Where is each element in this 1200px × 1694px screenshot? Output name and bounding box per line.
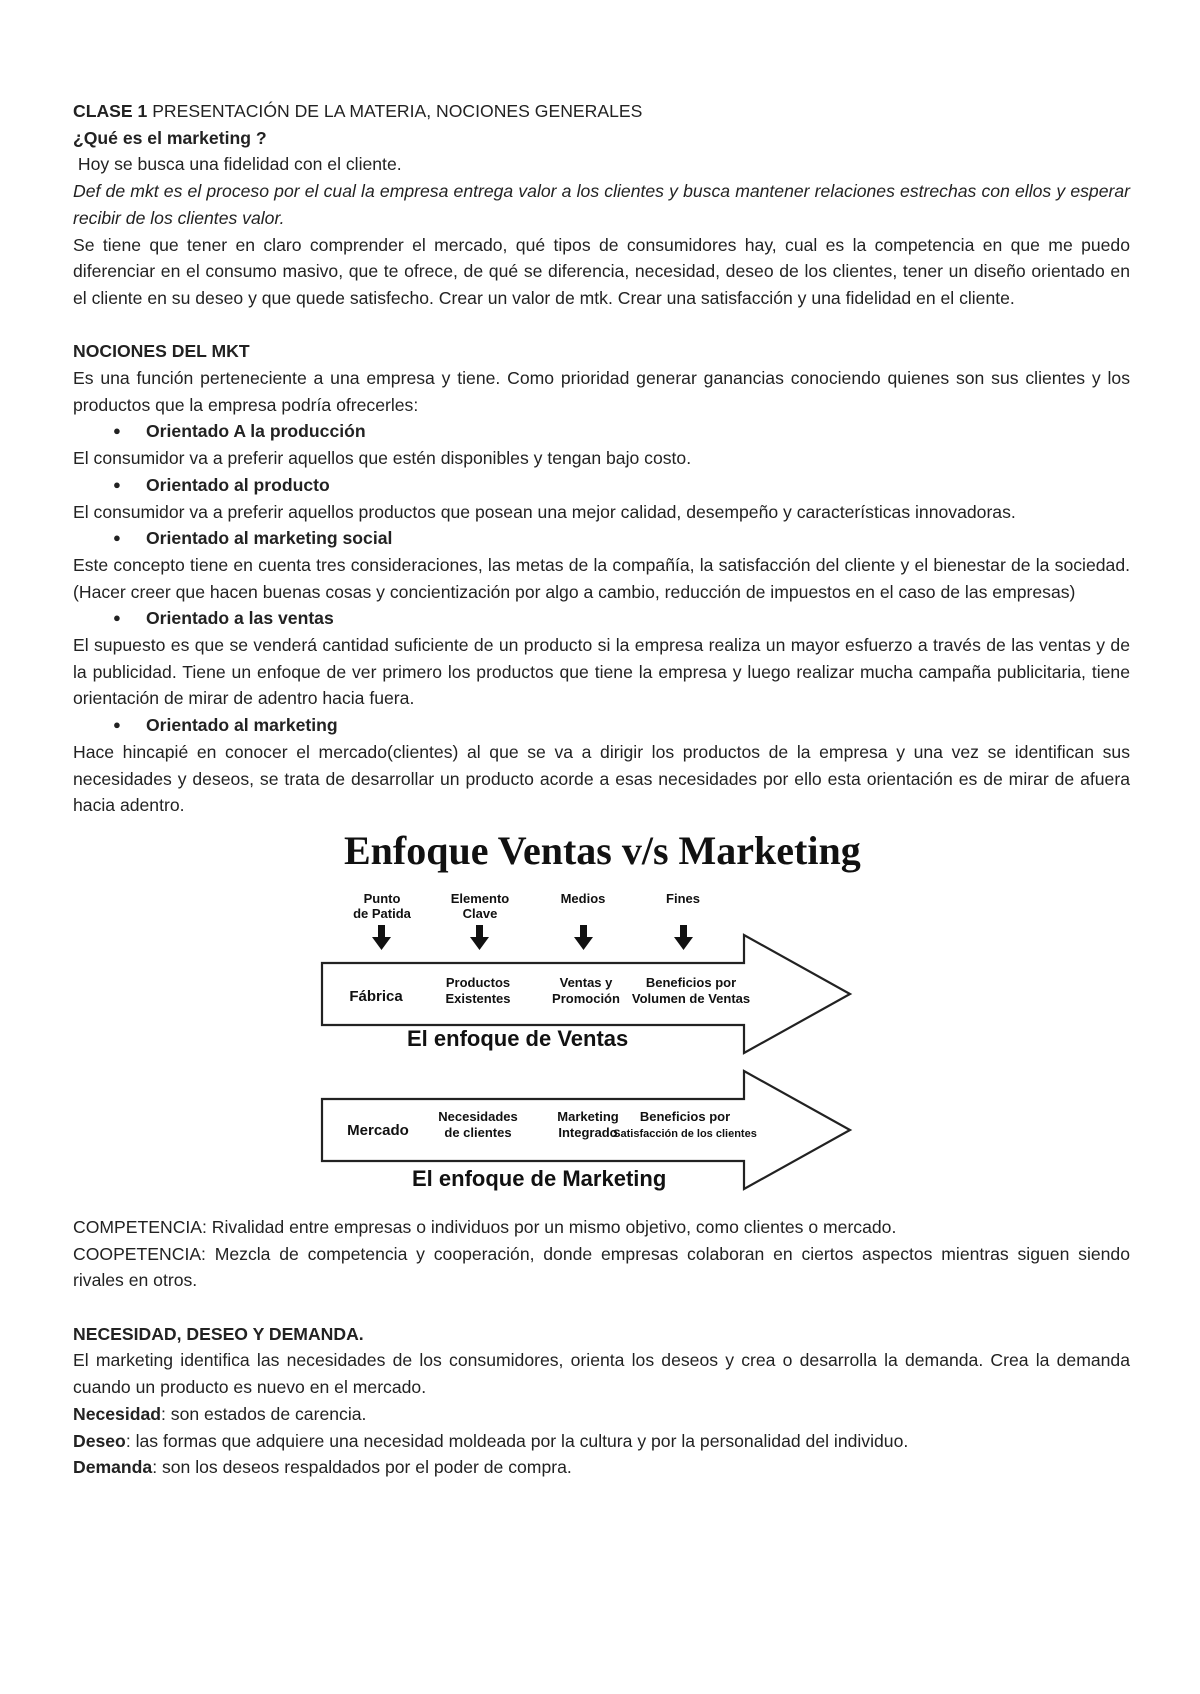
marketing-cell: Marketing xyxy=(557,1108,619,1124)
orientation-text: Hace hincapié en conocer el mercado(clientes) al que se va a dirigir los productos de la empresa y una vez se identifican sus necesidades y deseos, se trata de desarrollar un producto acorde a esas necesidades por ello esta orientación es de mirar de afuera hacia adentro. xyxy=(73,741,1130,816)
question-heading: ¿Qué es el marketing ? xyxy=(73,127,267,148)
intro-paragraph: Hoy se busca una fidelidad con el cliente. xyxy=(73,154,402,175)
marketing-cell: Satisfacción de los clientes xyxy=(613,1127,757,1140)
orientation-list xyxy=(73,525,1130,552)
class-number: CLASE 1 xyxy=(73,101,148,121)
definition-text: : son estados de carencia. xyxy=(161,1403,367,1424)
definition-paragraph: Def de mkt es el proceso por el cual la empresa entrega valor a los clientes y busca mantener relaciones estrechas con ellos y esperar recibir de los clientes valor. xyxy=(73,181,1130,228)
header-label: Clave xyxy=(462,905,498,921)
definition-item xyxy=(73,1428,1130,1455)
orientation-text: Este concepto tiene en cuenta tres consideraciones, las metas de la compañía, la satisfacción del cliente y el bienestar de la sociedad.(Hacer creer que hacen buenas cosas y concientización por algo a cambio, reducción de impuestos en el caso de las empresas) xyxy=(73,554,1130,602)
marketing-cell: Beneficios por xyxy=(639,1108,731,1124)
ventas-cell: Ventas y xyxy=(559,974,613,990)
orientation-title xyxy=(73,472,1130,499)
marketing-cell: Mercado xyxy=(347,1121,409,1139)
ventas-cell: Existentes xyxy=(445,990,511,1006)
orientation-list xyxy=(73,472,1130,499)
marketing-cell: Necesidades xyxy=(438,1108,518,1124)
ventas-cell: Beneficios por xyxy=(645,974,737,990)
ventas-cell: Fábrica xyxy=(349,987,403,1005)
figure-title: Enfoque Ventas v/s Marketing xyxy=(344,827,861,873)
orientation-title-text: Orientado al producto xyxy=(146,474,330,495)
orientation-list xyxy=(73,712,1130,739)
orientation-text: El consumidor va a preferir aquellos productos que posean una mejor calidad, desempeño y características innovadoras. xyxy=(73,501,1016,522)
enfoque-figure xyxy=(73,819,1130,1214)
market-paragraph: Se tiene que tener en claro comprender el mercado, qué tipos de consumidores hay, cual es la competencia en que me puedo diferenciar en el consumo masivo, que te ofrece, de qué se diferencia, necesidad, deseo de los clientes, tener un diseño orientado en el cliente en su deseo y que quede satisfecho. Crear un valor de mtk. Crear una satisfacción y una fidelidad en el cliente. xyxy=(73,234,1130,308)
definition-term: Necesidad xyxy=(73,1403,162,1424)
class-subject: PRESENTACIÓN DE LA MATERIA, NOCIONES GENERALES xyxy=(147,101,643,121)
enfoque-diagram xyxy=(73,819,1130,1214)
down-arrow-icon xyxy=(470,925,489,950)
definition-item xyxy=(73,1401,1130,1428)
orientation-title xyxy=(73,525,1130,552)
document-page xyxy=(73,98,1130,1481)
nociones-heading: NOCIONES DEL MKT xyxy=(73,341,250,362)
header-label: Elemento xyxy=(450,890,510,906)
ventas-cell: Promoción xyxy=(552,990,620,1006)
orientation-list xyxy=(73,605,1130,632)
orientation-title xyxy=(73,712,1130,739)
ventas-caption: El enfoque de Ventas xyxy=(407,1025,629,1051)
orientation-title-text: Orientado al marketing xyxy=(146,715,338,736)
class-title xyxy=(73,98,1130,125)
coopetencia-paragraph: COOPETENCIA: Mezcla de competencia y cooperación, donde empresas colaboran en ciertos aspectos mientras siguen siendo rivales en otros. xyxy=(73,1243,1130,1291)
header-label: Medios xyxy=(560,890,606,906)
orientation-title-text: Orientado a las ventas xyxy=(146,608,334,629)
ventas-cell: Volumen de Ventas xyxy=(631,990,751,1006)
nociones-intro: Es una función perteneciente a una empresa y tiene. Como prioridad generar ganancias conociendo quienes son sus clientes y los productos que la empresa podría ofrecerles: xyxy=(73,368,1130,415)
competencia-paragraph: COMPETENCIA: Rivalidad entre empresas o individuos por un mismo objetivo, como clientes o mercado. xyxy=(73,1216,897,1237)
definition-text: : las formas que adquiere una necesidad moldeada por la cultura y por la personalidad del individuo. xyxy=(125,1430,909,1451)
definition-text: : son los deseos respaldados por el poder de compra. xyxy=(152,1457,572,1478)
bullet-icon: ● xyxy=(113,610,121,626)
header-label: de Patida xyxy=(353,905,411,921)
header-label: Fines xyxy=(666,890,700,906)
necesidad-intro: El marketing identifica las necesidades de los consumidores, orienta los deseos y crea o desarrolla la demanda. Crea la demanda cuando un producto es nuevo en el mercado. xyxy=(73,1350,1130,1398)
orientation-text: El consumidor va a preferir aquellos que estén disponibles y tengan bajo costo. xyxy=(73,448,692,469)
orientation-list xyxy=(73,418,1130,445)
definition-item xyxy=(73,1454,1130,1481)
down-arrow-icon xyxy=(574,925,593,950)
marketing-cell: de clientes xyxy=(444,1124,512,1140)
bullet-icon: ● xyxy=(113,530,121,546)
down-arrows xyxy=(372,925,693,950)
marketing-cell: Integrado xyxy=(558,1124,618,1140)
orientation-text: El supuesto es que se venderá cantidad suficiente de un producto si la empresa realiza un mayor esfuerzo a través de las ventas y de la publicidad. Tiene un enfoque de ver primero los productos que tiene la empresa y luego realizar mucha campaña publicitaria, tiene orientación de mirar de adentro hacia fuera. xyxy=(73,635,1130,709)
bullet-icon: ● xyxy=(113,423,121,439)
orientation-title xyxy=(73,605,1130,632)
orientation-title-text: Orientado al marketing social xyxy=(146,528,393,549)
down-arrow-icon xyxy=(372,925,391,950)
bullet-icon: ● xyxy=(113,476,121,492)
orientation-title xyxy=(73,418,1130,445)
header-label: Punto xyxy=(363,890,401,906)
down-arrow-icon xyxy=(674,925,693,950)
orientation-title-text: Orientado A la producción xyxy=(146,421,366,442)
necesidad-heading: NECESIDAD, DESEO Y DEMANDA. xyxy=(73,1323,364,1344)
bullet-icon: ● xyxy=(113,717,121,733)
definition-term: Demanda xyxy=(73,1457,153,1478)
definition-term: Deseo xyxy=(73,1430,126,1451)
marketing-caption: El enfoque de Marketing xyxy=(412,1165,667,1191)
ventas-cell: Productos xyxy=(445,974,511,990)
